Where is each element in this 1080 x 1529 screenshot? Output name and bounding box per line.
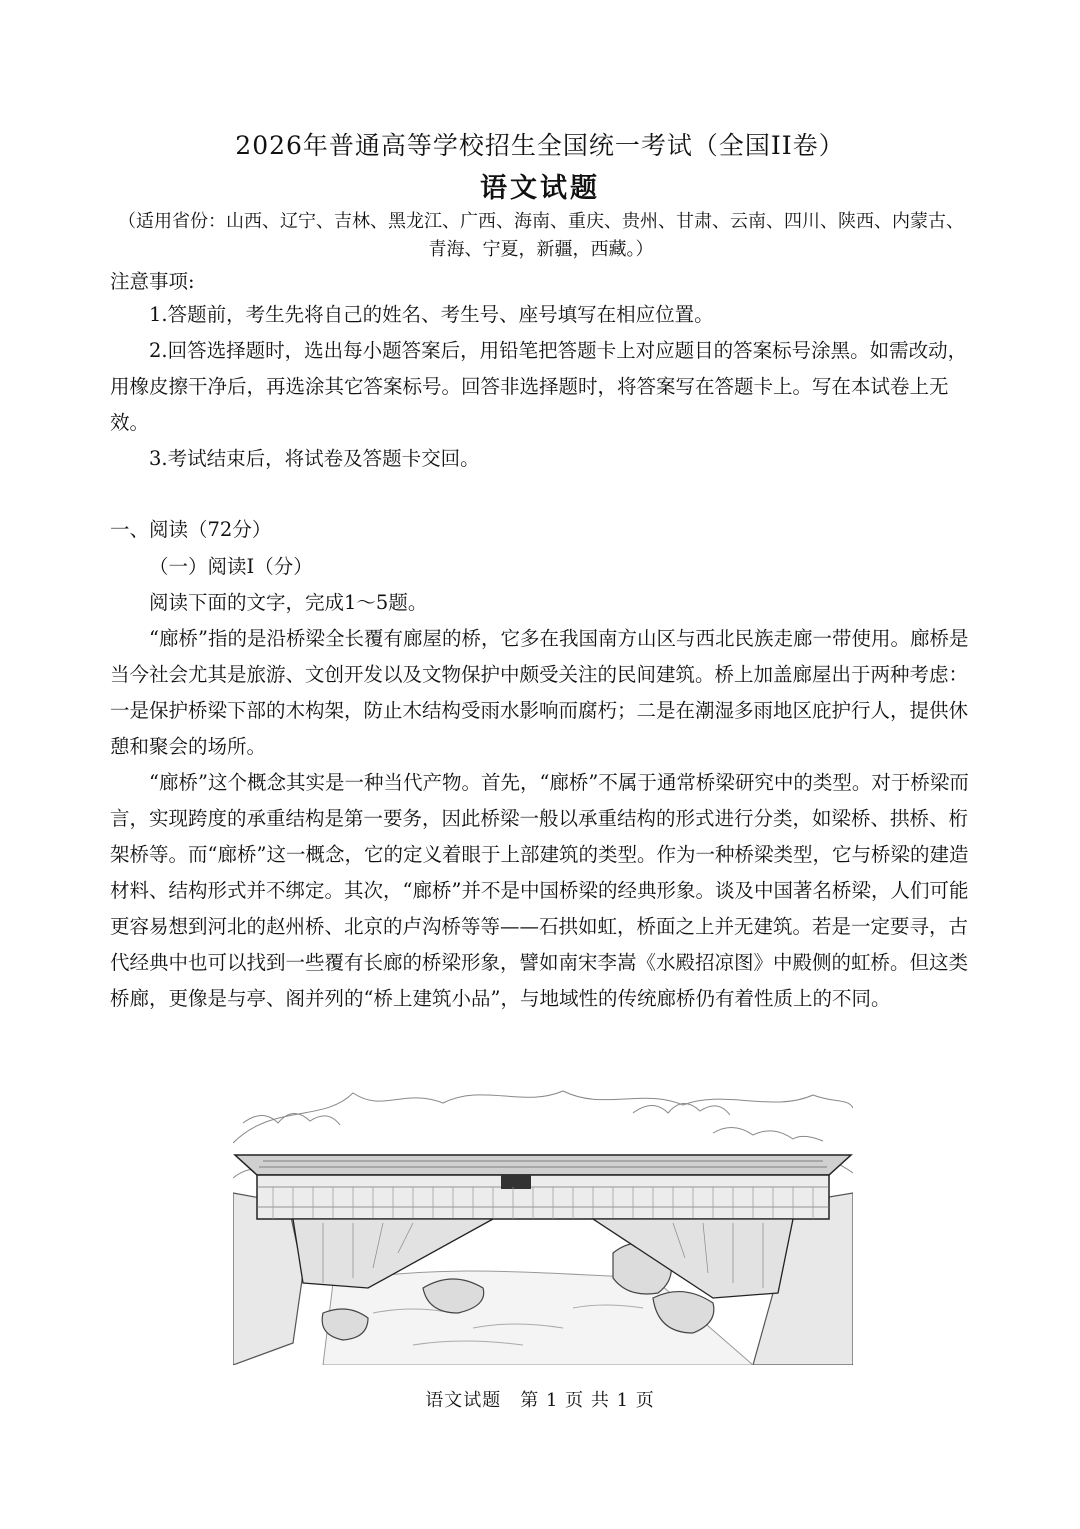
exam-title: 2026年普通高等学校招生全国统一考试（全国II卷）	[235, 131, 845, 160]
passage-paragraph: “廊桥”指的是沿桥梁全长覆有廊屋的桥，它多在我国南方山区与西北民族走廊一带使用。廊桥是当今社会尤其是旅游、文创开发以及文物保护中颇受关注的民间建筑。桥上加盖廊屋出于两种考虑：一是保护桥梁下部的木构架，防止木结构受雨水影响而腐朽；二是在潮湿多雨地区庇护行人，提供休憩和聚会的场所。	[110, 627, 969, 758]
notice-list	[110, 297, 972, 477]
provinces-line-1: （适用省份：山西、辽宁、吉林、黑龙江、广西、海南、重庆、贵州、甘肃、云南、四川、陕西、内蒙古、	[118, 211, 964, 232]
reading-instruction: 阅读下面的文字，完成1～5题。	[149, 591, 428, 614]
applicable-provinces	[110, 208, 972, 264]
page-footer: 语文试题 第 1 页 共 1 页	[425, 1390, 655, 1411]
reading-passage	[110, 549, 972, 1017]
notice-item: 1.答题前，考生先将自己的姓名、考生号、座号填写在相应位置。	[149, 303, 714, 326]
subject-title: 语文试题	[480, 173, 600, 204]
reading-subheading: （一）阅读I（分）	[149, 555, 313, 578]
covered-bridge-illustration	[233, 1083, 853, 1365]
section-heading: 一、阅读（72分）	[110, 518, 272, 541]
notice-item: 2.回答选择题时，选出每小题答案后，用铅笔把答题卡上对应题目的答案标号涂黑。如需改动，用橡皮擦干净后，再选涂其它答案标号。回答非选择题时，将答案写在答题卡上。写在本试卷上无效。	[110, 339, 968, 434]
notice-item: 3.考试结束后，将试卷及答题卡交回。	[149, 447, 480, 470]
notice-heading: 注意事项:	[110, 270, 195, 293]
provinces-line-2: 青海、宁夏，新疆，西藏。）	[428, 239, 654, 260]
passage-paragraph: “廊桥”这个概念其实是一种当代产物。首先，“廊桥”不属于通常桥梁研究中的类型。对于桥梁而言，实现跨度的承重结构是第一要务，因此桥梁一般以承重结构的形式进行分类，如梁桥、拱桥、桁架桥等。而“廊桥”这一概念，它的定义着眼于上部建筑的类型。作为一种桥梁类型，它与桥梁的建造材料、结构形式并不绑定。其次，“廊桥”并不是中国桥梁的经典形象。谈及中国著名桥梁，人们可能更容易想到河北的赵州桥、北京的卢沟桥等等——石拱如虹，桥面之上并无建筑。若是一定要寻，古代经典中也可以找到一些覆有长廊的桥梁形象，譬如南宋李嵩《水殿招凉图》中殿侧的虹桥。但这类桥廊，更像是与亭、阁并列的“桥上建筑小品”，与地域性的传统廊桥仍有着性质上的不同。	[110, 771, 969, 1010]
